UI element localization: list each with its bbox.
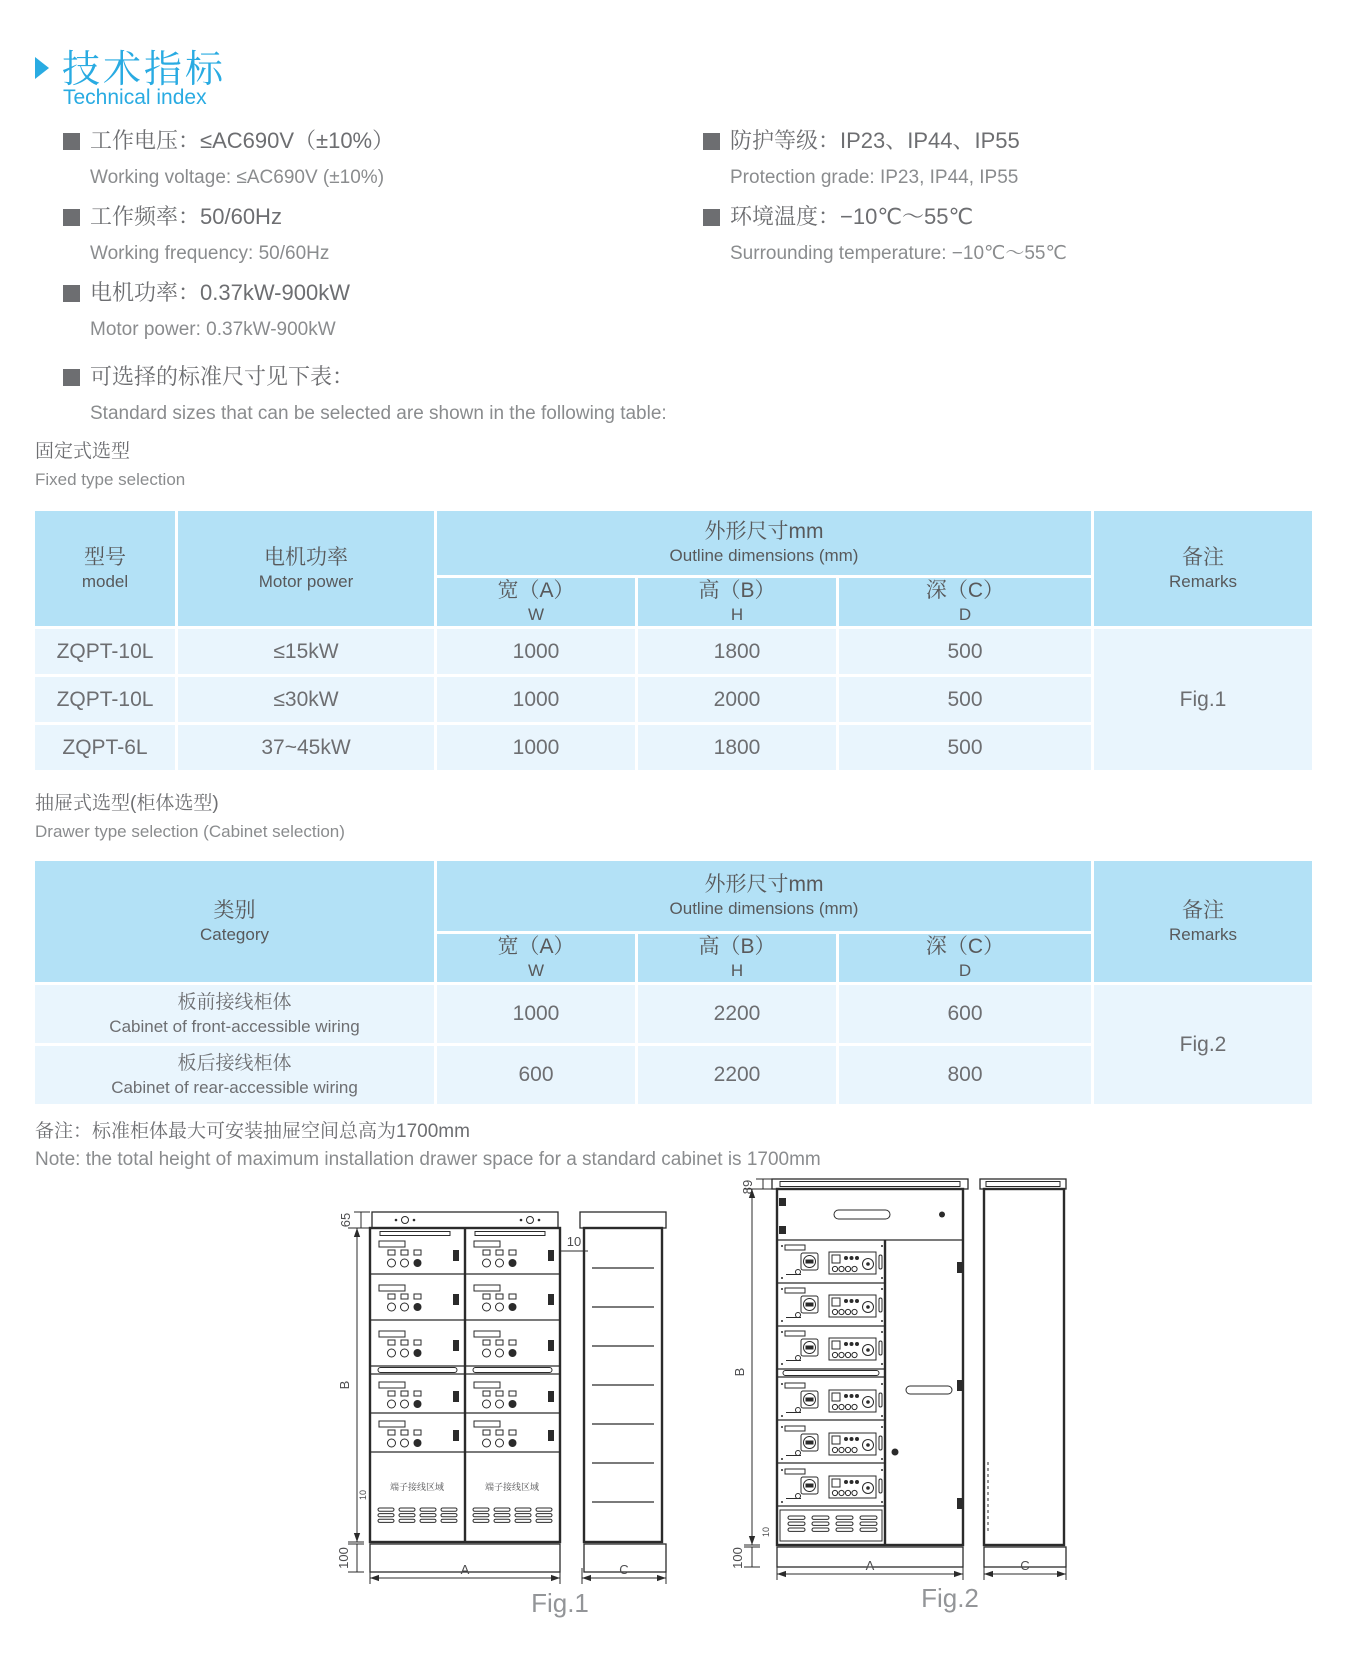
spec-standard-sizes [63, 358, 667, 432]
drawer-type-table [32, 858, 1315, 1107]
fig1-dim-cap: 65 [338, 1212, 353, 1228]
cell-height: 2200 [638, 985, 836, 1043]
cell-power: ≤30kW [178, 677, 434, 722]
spec-en-text: Working frequency: 50/60Hz [90, 243, 330, 264]
cell-category: 板后接线柜体 Cabinet of rear-accessible wiring [35, 1046, 434, 1104]
spec-zh-text: 环境温度：−10℃～55℃ [730, 204, 974, 229]
th-outline-dimensions: 外形尺寸mm Outline dimensions (mm) [437, 861, 1091, 931]
cell-power: 37~45kW [178, 725, 434, 770]
cell-height: 1800 [638, 725, 836, 770]
fig1-dim-depth: C [619, 1562, 629, 1577]
square-bullet-icon [63, 369, 80, 386]
note-zh: 备注：标准柜体最大可安装抽屉空间总高为1700mm [35, 1121, 470, 1142]
cell-depth: 600 [839, 985, 1091, 1043]
page-title-row [35, 38, 226, 93]
cell-depth: 500 [839, 629, 1091, 674]
spec-working-frequency [63, 198, 667, 272]
spec-zh-text: 可选择的标准尺寸见下表： [90, 364, 355, 389]
cell-remarks-fig1: Fig.1 [1094, 629, 1312, 770]
th-height-b: 高（B） H [638, 934, 836, 982]
spec-zh-text: 电机功率：0.37kW-900kW [90, 280, 350, 305]
cell-width: 1000 [437, 629, 635, 674]
caption-en: Fixed type selection [35, 470, 186, 489]
fixed-type-caption [35, 438, 185, 493]
square-bullet-icon [63, 209, 80, 226]
spec-zh-text: 工作频率：50/60Hz [90, 204, 282, 229]
spec-working-voltage [63, 122, 667, 196]
page-subtitle: Technical index [63, 86, 207, 109]
spec-en-text: Surrounding temperature: −10℃～55℃ [730, 243, 1067, 264]
spec-zh-text: 工作电压：≤AC690V（±10%） [90, 128, 395, 153]
spec-zh-text: 防护等级：IP23、IP44、IP55 [730, 128, 1020, 153]
spec-en-text: Motor power: 0.37kW-900kW [90, 319, 336, 340]
fig1-front-view [370, 1212, 560, 1572]
th-remarks: 备注 Remarks [1094, 861, 1312, 982]
fig1-terminal-zone-label: 端子接线区域 [484, 1482, 540, 1492]
page-title: 技术指标 [62, 49, 227, 91]
fig2-side-view [980, 1179, 1066, 1567]
cell-height: 2000 [638, 677, 836, 722]
fixed-type-table [32, 508, 1315, 773]
fig2-dim-base: 100 [730, 1547, 745, 1569]
square-bullet-icon [703, 133, 720, 150]
caption-zh: 固定式选型 [35, 441, 131, 462]
fig1-dim-width: A [460, 1562, 470, 1577]
cell-depth: 500 [839, 725, 1091, 770]
fig2-drawing [722, 1162, 1072, 1582]
fig1-dim-top-gap: 10 [566, 1234, 582, 1249]
fig1-drawing [330, 1190, 690, 1590]
square-bullet-icon [63, 285, 80, 302]
fig1-dim-base: 100 [336, 1547, 351, 1569]
cell-height: 1800 [638, 629, 836, 674]
cell-model: ZQPT-6L [35, 725, 175, 770]
square-bullet-icon [703, 209, 720, 226]
triangle-marker-icon [35, 57, 49, 79]
spec-en-text: Standard sizes that can be selected are shown in the following table: [90, 403, 667, 424]
fig2-dim-width: A [865, 1558, 875, 1573]
cell-category: 板前接线柜体 Cabinet of front-accessible wiring [35, 985, 434, 1043]
th-height-b: 高（B） H [638, 578, 836, 626]
spec-column-left [63, 122, 667, 434]
th-category: 类别 Category [35, 861, 434, 982]
caption-zh: 抽屉式选型(柜体选型) [35, 793, 219, 814]
spec-en-text: Protection grade: IP23, IP44, IP55 [730, 167, 1019, 188]
caption-en: Drawer type selection (Cabinet selection) [35, 822, 345, 841]
spec-protection-grade [703, 122, 1067, 196]
spec-column-right [703, 122, 1067, 274]
fig2-dim-depth: C [1020, 1558, 1030, 1573]
th-remarks: 备注 Remarks [1094, 511, 1312, 626]
fig1-caption: Fig.1 [531, 1588, 589, 1618]
fig2-caption: Fig.2 [921, 1583, 979, 1613]
th-depth-c: 深（C） D [839, 934, 1091, 982]
cell-power: ≤15kW [178, 629, 434, 674]
spec-motor-power [63, 274, 667, 348]
cell-width: 1000 [437, 725, 635, 770]
th-width-a: 宽（A） W [437, 578, 635, 626]
fig2-front-view [772, 1179, 968, 1567]
th-depth-c: 深（C） D [839, 578, 1091, 626]
th-motor-power: 电机功率 Motor power [178, 511, 434, 626]
fig1-dim-vent: 10 [358, 1489, 368, 1501]
cell-remarks-fig2: Fig.2 [1094, 985, 1312, 1104]
cell-model: ZQPT-10L [35, 629, 175, 674]
th-outline-dimensions: 外形尺寸mm Outline dimensions (mm) [437, 511, 1091, 575]
cell-width: 600 [437, 1046, 635, 1104]
th-model: 型号 model [35, 511, 175, 626]
square-bullet-icon [63, 133, 80, 150]
fig2-dim-height: B [732, 1367, 747, 1377]
table-row [35, 629, 1312, 674]
th-width-a: 宽（A） W [437, 934, 635, 982]
fig1-terminal-zone-label: 端子接线区域 [389, 1482, 445, 1492]
cell-depth: 800 [839, 1046, 1091, 1104]
fig1-dim-height: B [337, 1380, 352, 1390]
cell-depth: 500 [839, 677, 1091, 722]
spec-surrounding-temperature [703, 198, 1067, 272]
cell-width: 1000 [437, 677, 635, 722]
drawer-type-caption [35, 790, 345, 845]
cell-width: 1000 [437, 985, 635, 1043]
fig1-side-view [580, 1212, 666, 1572]
fig2-dim-vent: 10 [761, 1526, 771, 1538]
note-en: Note: the total height of maximum installation drawer space for a standard cabinet is 1700mm [35, 1149, 821, 1170]
cell-model: ZQPT-10L [35, 677, 175, 722]
table-row [35, 985, 1312, 1043]
spec-en-text: Working voltage: ≤AC690V (±10%) [90, 167, 385, 188]
fig2-dim-cap: 89 [740, 1179, 755, 1195]
cell-height: 2200 [638, 1046, 836, 1104]
table-note [35, 1118, 821, 1174]
